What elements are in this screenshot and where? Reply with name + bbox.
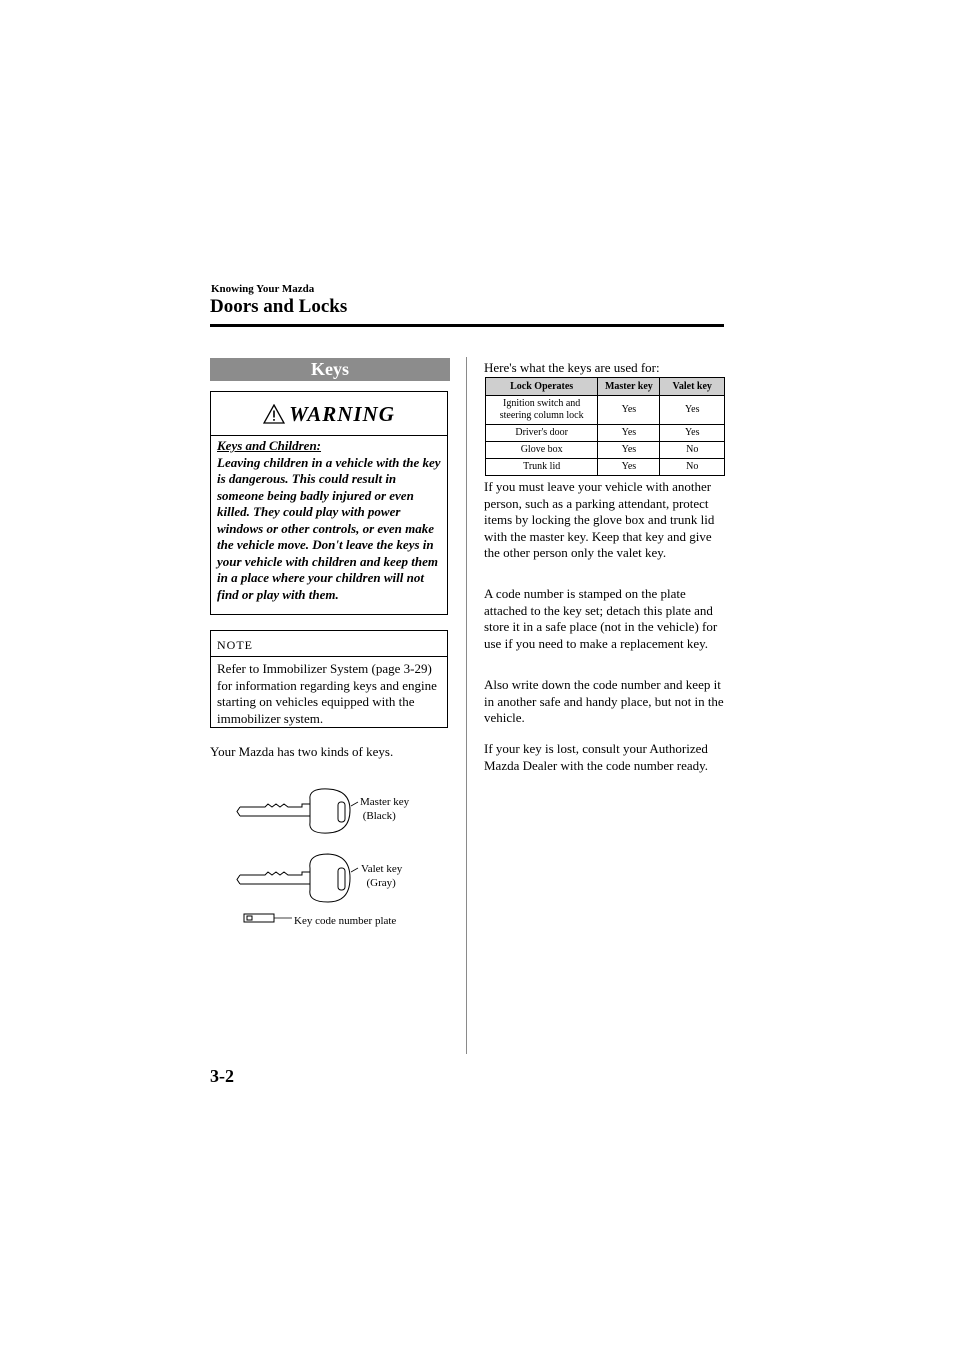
table-cell: Yes (660, 425, 725, 442)
column-divider (466, 357, 467, 1054)
note-box (210, 630, 448, 728)
warning-label: WARNING (289, 402, 395, 426)
table-cell: Glove box (486, 442, 598, 459)
paragraph-valet: If you must leave your vehicle with another person, such as a parking attendant, protect items by locking the glove box and trunk lid with the master key. Keep that key and give the other person only the valet key. (484, 479, 715, 560)
keys-heading: Keys (210, 358, 450, 381)
table-cell: Yes (598, 396, 660, 425)
header-master-key: Master key (598, 378, 660, 396)
header-valet-key: Valet key (660, 378, 725, 396)
two-kinds-text: Your Mazda has two kinds of keys. (210, 744, 394, 759)
note-text: Refer to Immobilizer System (page 3-29) for information regarding keys and engine starting on vehicles equipped with the immobilizer system. (217, 661, 437, 726)
master-key-icon (237, 789, 350, 833)
section-label: Knowing Your Mazda (211, 283, 315, 295)
key-illustration (230, 780, 430, 940)
paragraph-lost-key: If your key is lost, consult your Authorized Mazda Dealer with the code number ready. (484, 741, 709, 773)
paragraph-code-plate: A code number is stamped on the plate attached to the key set; detach this plate and store it in a safe place (not in the vehicle) for use if you need to make a replacement key. (484, 586, 718, 651)
warning-header (211, 402, 447, 427)
paragraph-write-down: Also write down the code number and keep it in another safe and handy place, but not in the vehicle. (484, 677, 724, 725)
table-row (486, 425, 725, 442)
table-cell: Ignition switch and steering column lock (486, 396, 598, 425)
page-title: Doors and Locks (210, 296, 348, 317)
table-intro: Here's what the keys are used for: (484, 360, 660, 375)
table-cell: Trunk lid (486, 459, 598, 476)
table-cell: Yes (598, 442, 660, 459)
valet-key-icon (237, 854, 350, 902)
warning-text (217, 438, 444, 603)
header-lock-operates: Lock Operates (486, 378, 598, 396)
table-cell: Yes (660, 396, 725, 425)
table-header-row (486, 378, 725, 396)
page-number: 3-2 (210, 1066, 234, 1086)
table-row (486, 396, 725, 425)
table-row (486, 459, 725, 476)
valet-key-label: Valet key (Gray) (361, 863, 403, 889)
table-cell: Yes (598, 425, 660, 442)
note-label: NOTE (217, 638, 253, 652)
warning-rule (211, 435, 447, 436)
key-plate-icon (244, 914, 274, 922)
warning-box (210, 391, 448, 615)
plate-label: Key code number plate (294, 915, 397, 927)
table-cell: No (660, 459, 725, 476)
master-key-label: Master key (Black) (360, 796, 410, 822)
table-row (486, 442, 725, 459)
warning-triangle-icon (263, 404, 285, 424)
table-cell: Yes (598, 459, 660, 476)
key-usage-table (485, 377, 725, 476)
warning-body: Leaving children in a vehicle with the key is dangerous. This could result in someone being badly injured or even killed. They could play with power windows or other controls, or even make the vehicle move. Don't leave the keys in your vehicle with children and keep them in a place where your children will not find or play with them. (217, 454, 441, 602)
warning-title: Keys and Children: (217, 438, 322, 453)
table-cell: Driver's door (486, 425, 598, 442)
note-rule (211, 656, 447, 657)
header-rule (210, 324, 724, 327)
table-cell: No (660, 442, 725, 459)
